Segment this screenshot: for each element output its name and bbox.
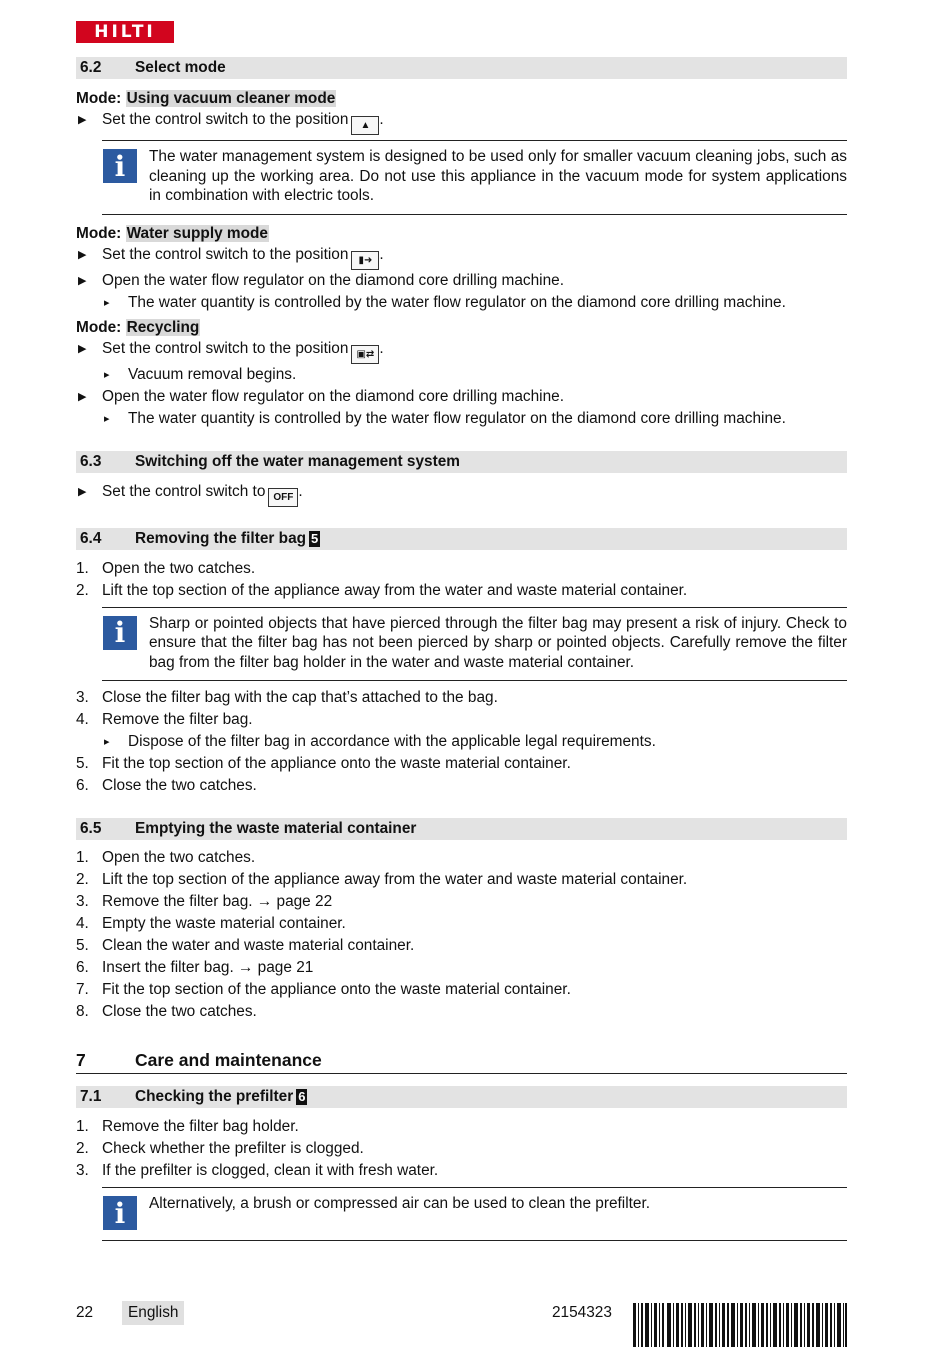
info-icon: i [103, 149, 137, 183]
language-label: English [122, 1301, 184, 1325]
list-item: 3. Remove the filter bag. → page 22 [76, 893, 333, 910]
section-title: Select mode [135, 59, 226, 76]
list-item: 7. Fit the top section of the appliance onto the waste material container. [76, 981, 571, 998]
section-heading-6-4: 6.4 Removing the filter bag 5 [76, 528, 847, 550]
triangle-bullet-icon: ▸ [104, 412, 110, 425]
section-heading-6-3: 6.3 Switching off the water management system [76, 451, 847, 473]
info-icon: i [103, 616, 137, 650]
list-item: 4. Empty the waste material container. [76, 915, 346, 932]
vacuum-position-icon: ▲ [351, 116, 379, 135]
info-note [102, 607, 847, 682]
note-text: The water management system is designed to be used only for smaller vacuum cleaning jobs, such as cleaning up the working area. Do not use this appliance in the vacuum mode for system applications in combination with electric tools. [149, 148, 847, 204]
list-item: 3. Close the filter bag with the cap that’s attached to the bag. [76, 689, 498, 706]
note-text: Sharp or pointed objects that have pierced through the filter bag may present a risk of injury. Check to ensure that the filter bag has not been pierced by sharp or pointed objects. Carefully remove the filter bag from the filter bag holder in the water and waste material container. [149, 614, 847, 671]
chapter-heading-7: 7 Care and maintenance [76, 1047, 847, 1074]
triangle-bullet-icon: ▶ [78, 342, 87, 355]
triangle-bullet-icon: ▶ [78, 390, 87, 403]
list-item: ▶ Open the water flow regulator on the diamond core drilling machine. [76, 270, 847, 292]
triangle-bullet-icon: ▸ [104, 736, 110, 748]
water-supply-position-icon: ▮➜ [351, 251, 379, 270]
mode-name: Using vacuum cleaner mode [126, 90, 336, 107]
list-item: 6. Insert the filter bag. → page 21 [76, 959, 314, 976]
triangle-bullet-icon: ▶ [78, 274, 87, 287]
list-item: 1. Open the two catches. [76, 849, 256, 866]
info-icon: i [103, 1196, 137, 1230]
mode-label-vacuum: Mode: Using vacuum cleaner mode [76, 90, 336, 107]
list-item: 2. Lift the top section of the appliance away from the water and waste material container. [76, 871, 688, 888]
section-heading-6-5: 6.5 Emptying the waste material container [76, 818, 847, 840]
emptying-steps [76, 847, 847, 1023]
prefilter-steps [76, 1116, 847, 1182]
page-number: 22 [76, 1304, 94, 1321]
list-item: 5. Fit the top section of the appliance onto the waste material container. [76, 755, 571, 772]
list-item: ▶ Set the control switch to the position ▮➜ . [76, 244, 847, 270]
section-number: 6.2 [80, 59, 102, 76]
barcode-icon [633, 1303, 847, 1347]
list-item: 6. Close the two catches. [76, 777, 257, 794]
list-item: 2. Lift the top section of the appliance away from the water and waste material container. [76, 581, 688, 599]
list-item-result: ▸ The water quantity is controlled by the water flow regulator on the diamond core drilling machine. [76, 292, 847, 314]
section-heading-7-1: 7.1 Checking the prefilter 6 [76, 1086, 847, 1108]
triangle-bullet-icon: ▶ [78, 248, 87, 261]
triangle-bullet-icon: ▶ [78, 114, 87, 126]
list-item: 2. Check whether the prefilter is clogged. [76, 1140, 364, 1157]
list-item: ▶ Open the water flow regulator on the diamond core drilling machine. [76, 386, 847, 408]
triangle-bullet-icon: ▸ [104, 296, 110, 309]
info-note [102, 1187, 847, 1241]
logo-text: HILTI [94, 22, 156, 42]
off-position-icon: OFF [268, 488, 298, 507]
list-item-result: ▸ Vacuum removal begins. [76, 364, 847, 386]
page-content [76, 57, 847, 1247]
list-item: 3. If the prefilter is clogged, clean it with fresh water. [76, 1162, 439, 1179]
list-item: 1. Open the two catches. [76, 559, 256, 577]
figure-badge: 5 [311, 530, 319, 546]
note-text: Alternatively, a brush or compressed air can be used to clean the prefilter. [149, 1195, 651, 1212]
hilti-logo [76, 21, 174, 43]
triangle-bullet-icon: ▸ [104, 368, 110, 381]
list-item: 4. Remove the filter bag. [76, 711, 253, 728]
list-item: ▶ Set the control switch to the position ▲ . [76, 109, 847, 135]
list-item: ▶ Set the control switch to the position ▣⇄ . [76, 338, 847, 364]
mode-name: Recycling [126, 318, 200, 336]
triangle-bullet-icon: ▶ [78, 485, 87, 498]
list-item: 5. Clean the water and waste material container. [76, 937, 415, 954]
list-item: 1. Remove the filter bag holder. [76, 1118, 299, 1135]
list-item-result: ▸ Dispose of the filter bag in accordance with the applicable legal requirements. [76, 731, 847, 753]
list-item-result: ▸ The water quantity is controlled by the water flow regulator on the diamond core drilling machine. [76, 408, 847, 430]
document-code: 2154323 [552, 1304, 612, 1321]
list-item: 8. Close the two catches. [76, 1003, 257, 1020]
list-item: ▶ Set the control switch to OFF . [76, 481, 847, 507]
mode-name: Water supply mode [126, 224, 268, 242]
page-footer [76, 1301, 847, 1347]
section-heading-6-2 [76, 57, 847, 79]
mode-label-recycling: Mode: Recycling [76, 318, 200, 336]
mode-label-water: Mode: Water supply mode [76, 224, 268, 242]
figure-badge: 6 [298, 1089, 306, 1104]
info-note [102, 140, 847, 215]
recycling-position-icon: ▣⇄ [351, 345, 379, 364]
